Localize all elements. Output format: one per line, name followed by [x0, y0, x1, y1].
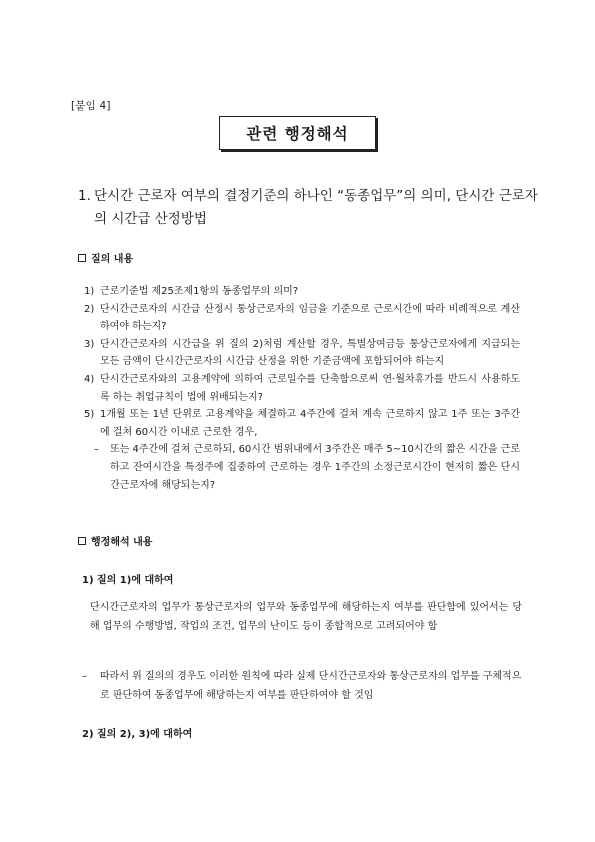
list-item: [84, 301, 520, 336]
document-title-box: [219, 116, 376, 150]
dash-paragraph-text: 따라서 위 질의의 경우도 이러한 원칙에 따라 실제 단시간근로자와 통상근로자의 업무를 구체적으로 판단하여 동종업무에 해당하는지 여부를 판단하여야 할 것임: [100, 671, 522, 701]
item-text: 단시간근로자와의 고용계약에 의하여 근로일수를 단축함으로써 연·월차휴가를 반드시 사용하도록 하는 취업규칙이 법에 위배되는지?: [100, 373, 520, 403]
square-bullet-icon: [78, 254, 86, 262]
subsection-1-dash-paragraph: [82, 668, 522, 705]
item-number: 1): [84, 286, 95, 297]
list-item: [84, 283, 520, 301]
square-bullet-icon: [78, 537, 86, 545]
item-number: 5): [84, 409, 95, 421]
subsection-1-title: 1) 질의 1)에 대하여: [82, 575, 174, 586]
section-interpretation-title: 행정해석 내용: [91, 537, 153, 548]
document-title: 관련 행정해석: [246, 125, 349, 143]
subsection-2-title: 2) 질의 2), 3)에 대하여: [82, 729, 193, 740]
question-number: 1.: [78, 188, 91, 204]
list-item: [84, 371, 520, 406]
dash-mark: –: [94, 444, 99, 456]
section-interpretation-heading: [78, 533, 152, 548]
dash-mark: –: [82, 671, 87, 682]
dash-item: [84, 441, 520, 494]
item-text: 1개월 또는 1년 단위로 고용계약을 체결하고 4주간에 걸쳐 계속 근로하지 않고 1주 또는 3주간에 걸쳐 60시간 이내로 근로한 경우,: [100, 409, 520, 438]
subsection-1-paragraph: 단시간근로자의 업무가 통상근로자의 업무와 동종업무에 해당하는지 여부를 판단함에 있어서는 당해 업무의 수행방법, 작업의 조건, 업무의 난이도 등이 종합적으로 고려되어야 함: [90, 602, 522, 632]
question-heading: [78, 185, 538, 231]
dash-item-text: 또는 4주간에 걸쳐 근로하되, 60시간 범위내에서 3주간은 매주 5~10시간의 짧은 시간을 근로하고 잔여시간을 특정주에 집중하여 근로하는 경우 1주간의 소정근로시간이 현저히 짧은 단시간근로자에 해당되는지?: [110, 444, 520, 491]
question-text: 단시간 근로자 여부의 결정기준의 하나인 “동종업무”의 의미, 단시간 근로자의 시간급 산정방법: [94, 188, 538, 227]
section-question-title: 질의 내용: [91, 254, 134, 265]
list-item: [84, 336, 520, 371]
item-text: 근로기준법 제25조제1항의 동종업무의 의미?: [100, 286, 299, 297]
item-number: 2): [84, 303, 95, 315]
item-text: 단시간근로자의 시간급을 위 질의 2)처럼 계산할 경우, 특별상여금등 통상근로자에게 지급되는 모든 금액이 단시간근로자의 시간급 산정을 위한 기준금액에 포함되어야 하는지: [100, 338, 520, 368]
question-item-list: [84, 283, 520, 494]
item-number: 3): [84, 338, 95, 350]
attachment-label: [붙임 4]: [71, 100, 111, 112]
item-number: 4): [84, 373, 95, 385]
section-question-heading: [78, 250, 133, 265]
item-text: 단시간근로자의 시간급 산정시 통상근로자의 임금을 기준으로 근로시간에 따라 비례적으로 계산하여야 하는지?: [100, 303, 520, 333]
list-item: [84, 406, 520, 441]
